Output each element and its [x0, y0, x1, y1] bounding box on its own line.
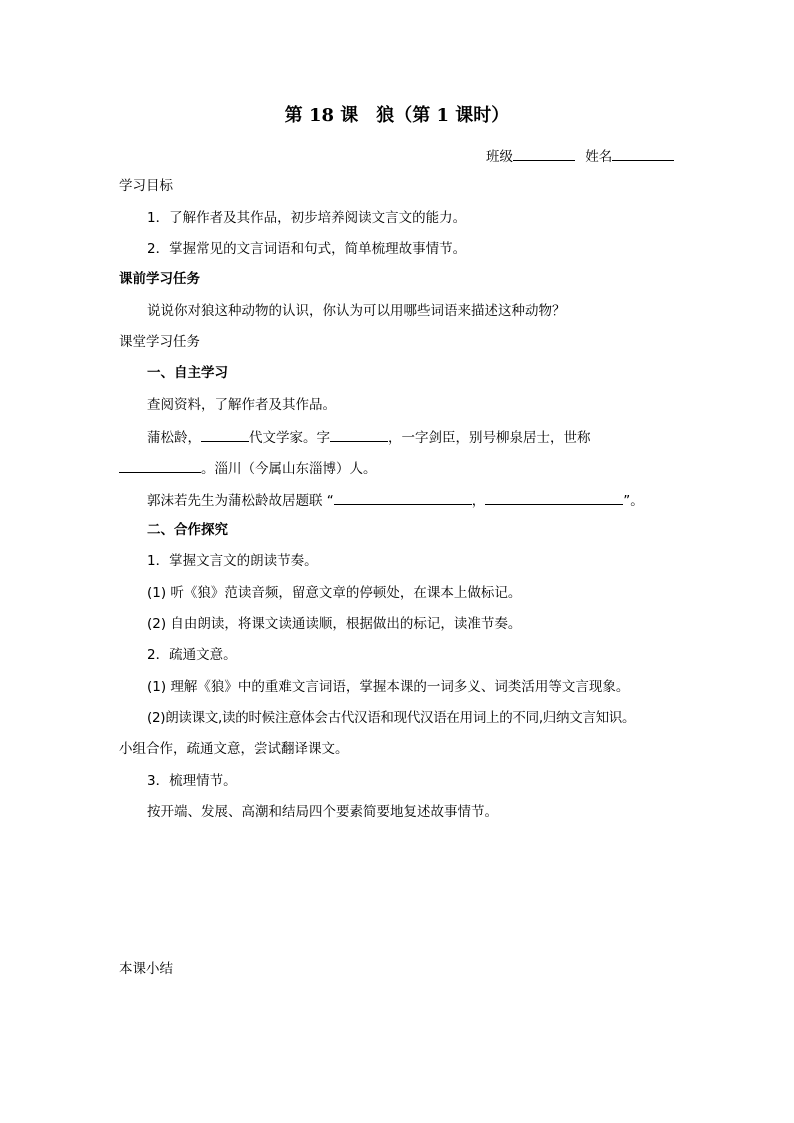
objectives-heading: 学习目标 — [119, 178, 173, 194]
fill-text: 。淄川（今属山东淄博）人。 — [201, 461, 377, 477]
page-title: 第 18 课 狼（第 1 课时） — [284, 105, 510, 126]
dynasty-blank[interactable] — [201, 427, 249, 442]
part2-subitem-cont: 小组合作，疏通文意，尝试翻译课文。 — [119, 741, 349, 757]
fill-text: 郭沫若先生为蒲松龄故居题联 “ — [147, 493, 334, 509]
fill-text: ， — [471, 493, 486, 509]
part1-heading: 一、自主学习 — [147, 365, 228, 381]
fill-line-1 — [147, 427, 591, 447]
pre-class-heading: 课前学习任务 — [119, 271, 200, 287]
couplet-blank-2[interactable] — [485, 490, 623, 505]
name-blank[interactable] — [612, 146, 674, 161]
title-blank[interactable] — [119, 458, 201, 473]
part2-subitem: (1) 听《狼》范读音频，留意文章的停顿处，在课本上做标记。 — [147, 585, 522, 601]
courtesy-name-blank[interactable] — [330, 427, 388, 442]
objective-item: 2．掌握常见的文言词语和句式，简单梳理故事情节。 — [147, 241, 467, 257]
part2-item: 2．疏通文意。 — [147, 647, 237, 663]
fill-text: ，一字剑臣，别号柳泉居士，世称 — [388, 430, 591, 446]
part2-item: 3．梳理情节。 — [147, 773, 237, 789]
part2-subitem: (2)朗读课文,读的时候注意体会古代汉语和现代汉语在用词上的不同,归纳文言知识。 — [147, 710, 636, 726]
part1-intro: 查阅资料，了解作者及其作品。 — [147, 397, 336, 413]
pre-class-text: 说说你对狼这种动物的认识，你认为可以用哪些词语来描述这种动物？ — [147, 303, 566, 319]
student-info — [486, 146, 674, 166]
fill-line-2 — [119, 458, 377, 478]
couplet-blank-1[interactable] — [334, 490, 472, 505]
class-label: 班级 — [486, 149, 513, 165]
objective-item: 1．了解作者及其作品，初步培养阅读文言文的能力。 — [147, 210, 467, 226]
part2-item: 1．掌握文言文的朗读节奏。 — [147, 553, 318, 569]
part2-subitem: (1) 理解《狼》中的重难文言词语，掌握本课的一词多义、词类活用等文言现象。 — [147, 679, 630, 695]
part2-heading: 二、合作探究 — [147, 522, 228, 538]
class-blank[interactable] — [513, 146, 575, 161]
name-label: 姓名 — [585, 149, 613, 165]
couplet-line — [147, 490, 644, 510]
fill-text: ”。 — [623, 493, 644, 509]
part2-item-text: 按开端、发展、高潮和结局四个要素简要地复述故事情节。 — [147, 804, 498, 820]
summary-heading: 本课小结 — [119, 961, 173, 977]
in-class-heading: 课堂学习任务 — [119, 334, 200, 350]
fill-text: 代文学家。字 — [249, 430, 330, 446]
part2-subitem: (2) 自由朗读，将课文读通读顺，根据做出的标记，读准节奏。 — [147, 616, 522, 632]
fill-text: 蒲松龄， — [147, 430, 201, 446]
